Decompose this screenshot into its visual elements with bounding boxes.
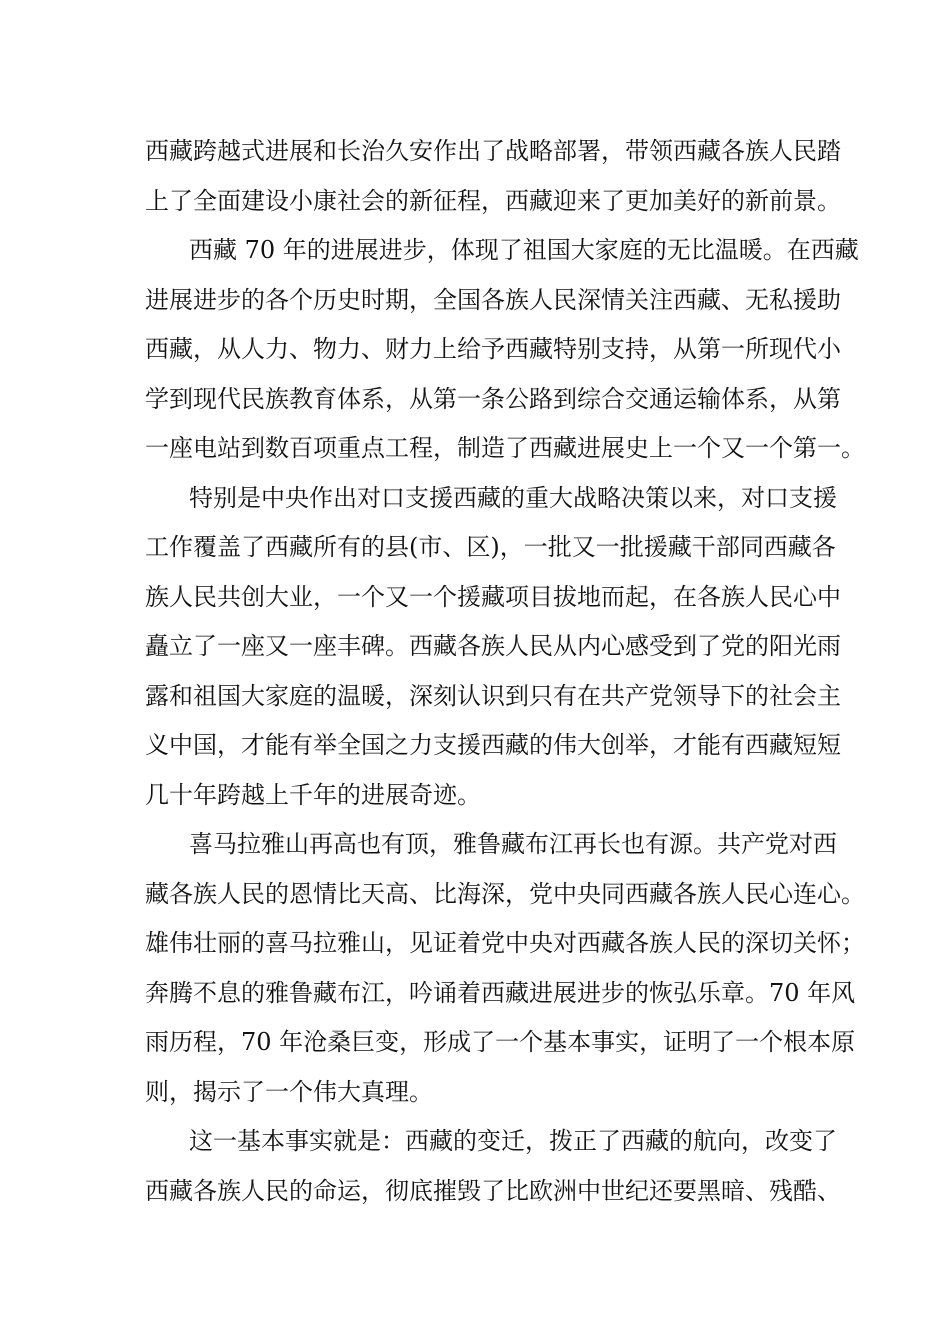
text-line: 学到现代民族教育体系，从第一条公路到综合交通运输体系，从第: [145, 384, 841, 413]
text-line: 藏各族人民的恩情比天高、比海深，党中央同西藏各族人民心连心。: [145, 879, 865, 908]
text-line: 特别是中央作出对口支援西藏的重大战略决策以来，对口支援: [189, 483, 837, 512]
text-line: 西藏 70 年的进展进步，体现了祖国大家庭的无比温暖。在西藏: [189, 236, 859, 264]
text-line: 一座电站到数百项重点工程，制造了西藏进展史上一个又一个第一。: [145, 434, 865, 462]
text-line: 喜马拉雅山再高也有顶，雅鲁藏布江再长也有源。共产党对西: [189, 830, 837, 858]
text-line: 工作覆盖了西藏所有的县(市、区)，一批又一批援藏干部同西藏各: [145, 533, 836, 561]
text-line: 矗立了一座又一座丰碑。西藏各族人民从内心感受到了党的阳光雨: [145, 632, 841, 660]
text-line: 这一基本事实就是：西藏的变迁，拨正了西藏的航向，改变了: [189, 1127, 837, 1155]
text-line: 则，揭示了一个伟大真理。: [145, 1077, 433, 1106]
text-line: 奔腾不息的雅鲁藏布江，吟诵着西藏进展进步的恢弘乐章。70 年风: [145, 978, 856, 1007]
text-line: 西藏跨越式进展和长治久安作出了战略部署，带领西藏各族人民踏: [145, 137, 841, 165]
text-line: 雨历程，70 年沧桑巨变，形成了一个基本事实，证明了一个根本原: [145, 1028, 856, 1056]
paragraph: [145, 820, 865, 1117]
text-line: 上了全面建设小康社会的新征程，西藏迎来了更加美好的新前景。: [145, 186, 841, 215]
paragraph: [145, 226, 865, 474]
text-line: 雄伟壮丽的喜马拉雅山，见证着党中央对西藏各族人民的深切关怀；: [145, 929, 865, 957]
body-text: [145, 127, 865, 1216]
text-line: 进展进步的各个历史时期，全国各族人民深情关注西藏、无私援助: [145, 285, 841, 314]
paragraph: [145, 474, 841, 821]
text-line: 露和祖国大家庭的温暖，深刻认识到只有在共产党领导下的社会主: [145, 681, 841, 710]
text-line: 西藏，从人力、物力、财力上给予西藏特别支持，从第一所现代小: [145, 335, 841, 363]
paragraph: [145, 127, 841, 226]
text-line: 义中国，才能有举全国之力支援西藏的伟大创举，才能有西藏短短: [145, 731, 841, 759]
text-line: 西藏各族人民的命运，彻底摧毁了比欧洲中世纪还要黑暗、残酷、: [145, 1176, 841, 1205]
text-line: 族人民共创大业，一个又一个援藏项目拔地而起，在各族人民心中: [145, 582, 841, 611]
text-line: 几十年跨越上千年的进展奇迹。: [145, 780, 481, 809]
paragraph: [145, 1117, 841, 1216]
